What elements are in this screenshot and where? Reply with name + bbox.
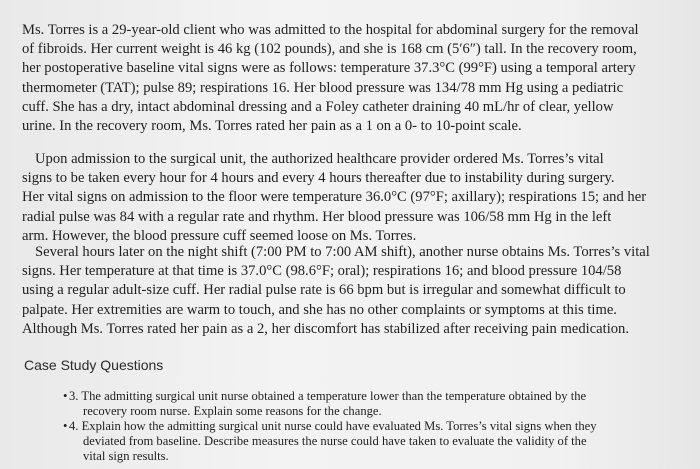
text-line: using a regular adult-size cuff. Her radial pulse rate is 66 bpm but is irregular and somewhat difficult to (22, 282, 626, 299)
text-line: Although Ms. Torres rated her pain as a 2, her discomfort has stabilized after receiving pain medication. (22, 320, 629, 337)
text-line: thermometer (TAT); pulse 89; respirations 16. Her blood pressure was 134/78 mm Hg using a pediatric (22, 79, 624, 96)
text-line: The admitting surgical unit nurse obtained a temperature lower than the temperature obtained by the (81, 389, 587, 403)
case-paragraph-3 (22, 243, 682, 339)
text-line: recovery room nurse. Explain some reasons for the change. (83, 404, 382, 418)
bullet-icon: • (63, 389, 68, 403)
case-paragraph-1 (22, 21, 682, 136)
text-line: Her vital signs on admission to the floor were temperature 36.0°C (97°F; axillary); respirations 15; and her (22, 189, 647, 206)
text-line: Explain how the admitting surgical unit nurse could have evaluated Ms. Torres’s vital signs when they (81, 419, 597, 433)
text-line: deviated from baseline. Describe measures the nurse could have taken to evaluate the validity of the (83, 434, 587, 448)
text-line: Ms. Torres is a 29-year-old client who was admitted to the hospital for abdominal surgery for the removal (22, 22, 639, 38)
question-number: 4. (69, 419, 79, 433)
bullet-icon: • (63, 419, 68, 433)
text-line: Several hours later on the night shift (7:00 PM to 7:00 AM shift), another nurse obtains Ms. Torres’s vital (35, 244, 650, 260)
question-number: 3. (69, 389, 79, 403)
text-line: her postoperative baseline vital signs were as follows: temperature 37.3°C (99°F) using a temporal artery (22, 60, 636, 77)
section-heading: Case Study Questions (24, 357, 164, 373)
text-line: cuff. She has a dry, intact abdominal dressing and a Foley catheter draining 40 mL/hr of clear, yellow (22, 98, 614, 115)
question-4 (63, 419, 683, 464)
text-line: radial pulse was 84 with a regular rate and rhythm. Her blood pressure was 106/58 mm Hg in the left (22, 208, 612, 225)
question-3 (63, 389, 683, 419)
text-line: signs. Her temperature at that time is 37.0°C (98.6°F; oral); respirations 16; and blood pressure 104/58 (22, 263, 622, 280)
text-line: of fibroids. Her current weight is 46 kg (102 pounds), and she is 168 cm (5′6″) tall. In the recovery room, (22, 41, 637, 58)
text-line: vital sign results. (83, 449, 169, 463)
text-line: signs to be taken every hour for 4 hours and every 4 hours thereafter due to instability during surgery. (22, 170, 615, 187)
text-line: Upon admission to the surgical unit, the authorized healthcare provider ordered Ms. Torres’s vital (35, 151, 604, 167)
text-line: palpate. Her extremities are warm to touch, and she has no other complaints or symptoms at this time. (22, 301, 617, 318)
text-line: arm. However, the blood pressure cuff seemed loose on Ms. Torres. (22, 227, 417, 244)
text-line: urine. In the recovery room, Ms. Torres rated her pain as a 1 on a 0- to 10-point scale. (22, 117, 522, 134)
case-paragraph-2 (22, 150, 682, 246)
